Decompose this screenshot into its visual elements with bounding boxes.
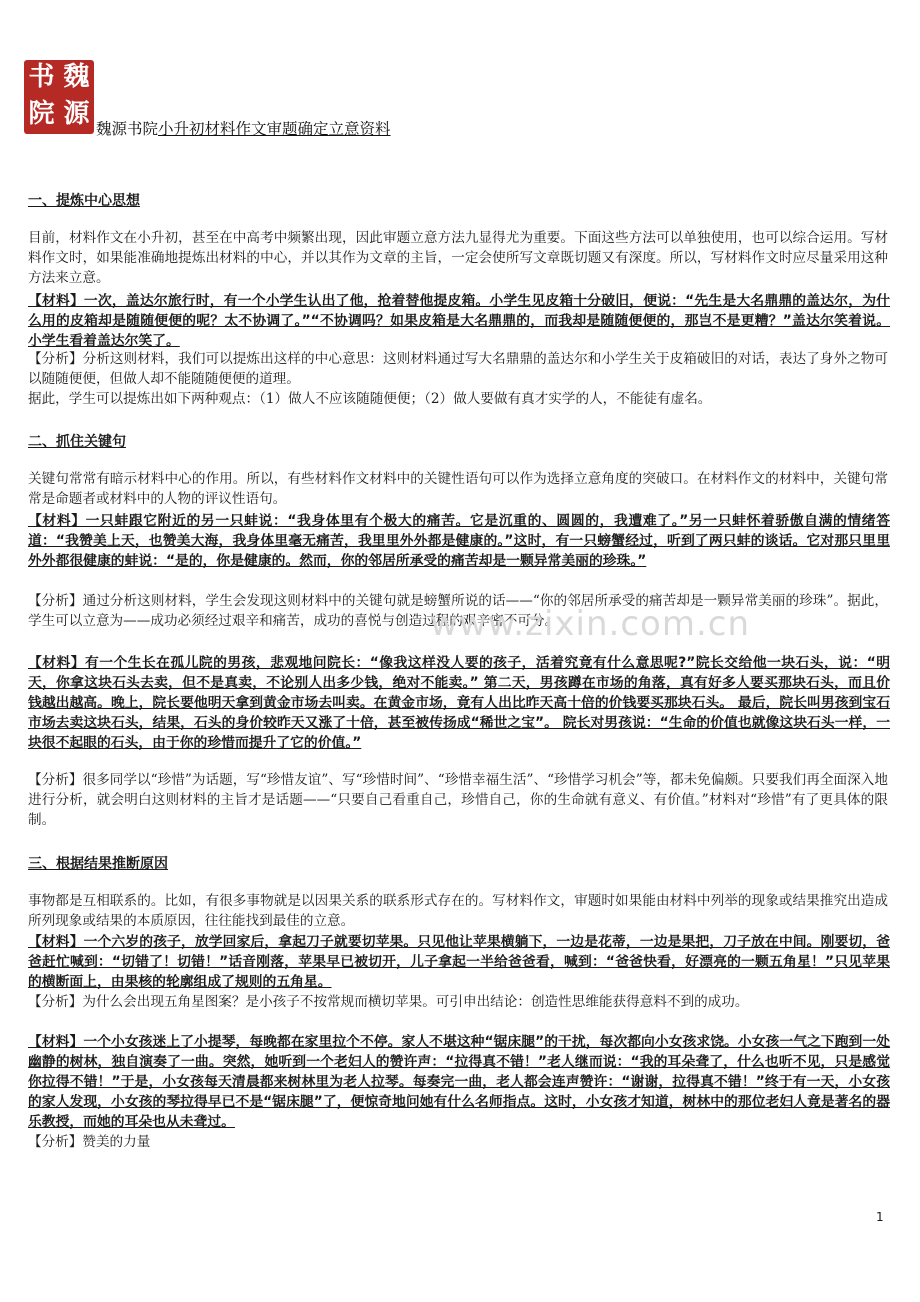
title-school: 魏源书院 [96,120,159,138]
intro-paragraph-2: 关键句常常有暗示材料中心的作用。所以，有些材料作文材料中的关键性语句可以作为选择立意角度的突破口。在材料作文的材料中，关键句常常是命题者或材料中的人物的评议性语句。 [28,471,888,507]
analysis-2: 【分析】通过分析这则材料，学生会发现这则材料中的关键句就是螃蟹所说的话——“你的邻居所承受的痛苦却是一颗异常美丽的珍珠”。据此，学生可以立意为——成功必须经过艰辛和痛苦，成功的喜悦与创造过程的艰辛密不可分。 [28,593,888,629]
section-heading-1: 一、提炼中心思想 [28,193,140,209]
analysis-1: 【分析】分析这则材料，我们可以提炼出这样的中心意思：这则材料通过写大名鼎鼎的盖达尔和小学生关于皮箱破旧的对话，表达了身外之物可以随随便便，但做人却不能随随便便的道理。 [28,351,888,387]
seal-char: 书 [28,62,55,92]
document-title [96,117,391,139]
material-1: 【材料】一次，盖达尔旅行时，有一个小学生认出了他，抢着替他提皮箱。小学生见皮箱十分破旧，便说：“先生是大名鼎鼎的盖达尔，为什么用的皮箱却是随随便便的呢？太不协调了。”“不协调吗？如果皮箱是大名鼎鼎的，而我却是随随便便的，那岂不是更糟？”盖达尔笑着说。 小学生看着盖达尔笑了。 [28,293,890,349]
analysis-3: 【分析】很多同学以“珍惜”为话题，写“珍惜友谊”、写“珍惜时间”、“珍惜幸福生活”、“珍惜学习机会”等，都未免偏颇。只要我们再全面深入地进行分析，就会明白这则材料的主旨才是话题——“只要自己看重自己，珍惜自己，你的生命就有意义、有价值。”材料对“珍惜”有了更具体的限制。 [28,772,888,828]
material-5: 【材料】一个小女孩迷上了小提琴，每晚都在家里拉个不停。家人不堪这种“锯床腿”的干扰，每次都向小女孩求饶。小女孩一气之下跑到一处幽静的树林，独自演奏了一曲。突然，她听到一个老妇人的赞许声：“拉得真不错！”老人继而说：“我的耳朵聋了，什么也听不见，只是感觉你拉得不错！”于是，小女孩每天清晨都来树林里为老人拉琴。每奏完一曲，老人都会连声赞许：“谢谢，拉得真不错！”终于有一天，小女孩的家人发现，小女孩的琴拉得早已不是“锯床腿”了，便惊奇地问她有什么名师指点。这时，小女孩才知道，树林中的那位老妇人竟是著名的器乐教授，而她的耳朵也从未聋过。 [28,1034,890,1130]
section-heading-3: 三、根据结果推断原因 [28,856,168,872]
intro-paragraph-3: 事物都是互相联系的。比如，有很多事物就是以因果关系的联系形式存在的。写材料作文，审题时如果能由材料中列举的现象或结果推究出造成所列现象或结果的本质原因，往往能找到最佳的立意。 [28,893,888,929]
material-3: 【材料】有一个生长在孤儿院的男孩，悲观地问院长：“像我这样没人要的孩子，活着究竟有什么意思呢?”院长交给他一块石头，说：“明天，你拿这块石头去卖，但不是真卖，不论别人出多少钱，绝对不能卖。” 第二天，男孩蹲在市场的角落，真有好多人要买那块石头，而且价钱越出越高。晚上，院长要他明天拿到黄金市场去叫卖。在黄金市场，竟有人出比昨天高十倍的价钱要买那块石头。 最后，院长叫男孩到宝石市场去卖这块石头，结果，石头的身价较昨天又涨了十倍，甚至被传扬成“稀世之宝”。 院长对男孩说：“生命的价值也就像这块石头一样，一块很不起眼的石头，由于你的珍惜而提升了它的价值。” [28,655,890,751]
intro-paragraph-1: 目前，材料作文在小升初，甚至在中高考中频繁出现，因此审题立意方法九显得尤为重要。下面这些方法可以单独使用，也可以综合运用。写材料作文时，如果能准确地提炼出材料的中心，并以其作为文章的主旨，一定会使所写文章既切题又有深度。所以，写材料作文时应尽量采用这种方法来立意。 [28,230,888,286]
analysis-4: 【分析】为什么会出现五角星图案？是小孩子不按常规而横切苹果。可引申出结论：创造性思维能获得意料不到的成功。 [28,994,749,1010]
seal-char: 源 [63,99,90,129]
seal-char: 院 [28,99,55,129]
conclusion-paragraph-1: 据此，学生可以提炼出如下两种观点：（1）做人不应该随随便便；（2）做人要做有真才实学的人，不能徒有虚名。 [28,391,712,407]
section-heading-2: 二、抓住关键句 [28,434,126,450]
material-4: 【材料】一个六岁的孩子，放学回家后，拿起刀子就要切苹果。只见他让苹果横躺下，一边是花蒂，一边是果把，刀子放在中间。刚要切，爸爸赶忙喊到：“切错了！切错！”话音刚落，苹果早已被切开，儿子拿起一半给爸爸看，喊到：“爸爸快看，好漂亮的一颗五角星！”只见苹果的横断面上，由果核的轮廓组成了规则的五角星。 [28,934,890,990]
school-seal-logo [24,60,94,134]
title-topic: 小升初材料作文审题确定立意资料 [158,120,391,138]
page-number: 1 [876,1210,884,1224]
material-2: 【材料】一只蚌跟它附近的另一只蚌说：“我身体里有个极大的痛苦。它是沉重的、圆圆的，我遭难了。”另一只蚌怀着骄傲自满的情绪答道：“我赞美上天，也赞美大海，我身体里毫无痛苦，我里里外外都是健康的。”这时，有一只螃蟹经过，听到了两只蚌的谈话。它对那只里里外外都很健康的蚌说：“是的，你是健康的。然而，你的邻居所承受的痛苦却是一颗异常美丽的珍珠。” [28,513,890,569]
seal-char: 魏 [63,62,90,92]
analysis-5: 【分析】赞美的力量 [28,1134,151,1150]
watermark: www.zixin.com.cn [430,604,750,644]
